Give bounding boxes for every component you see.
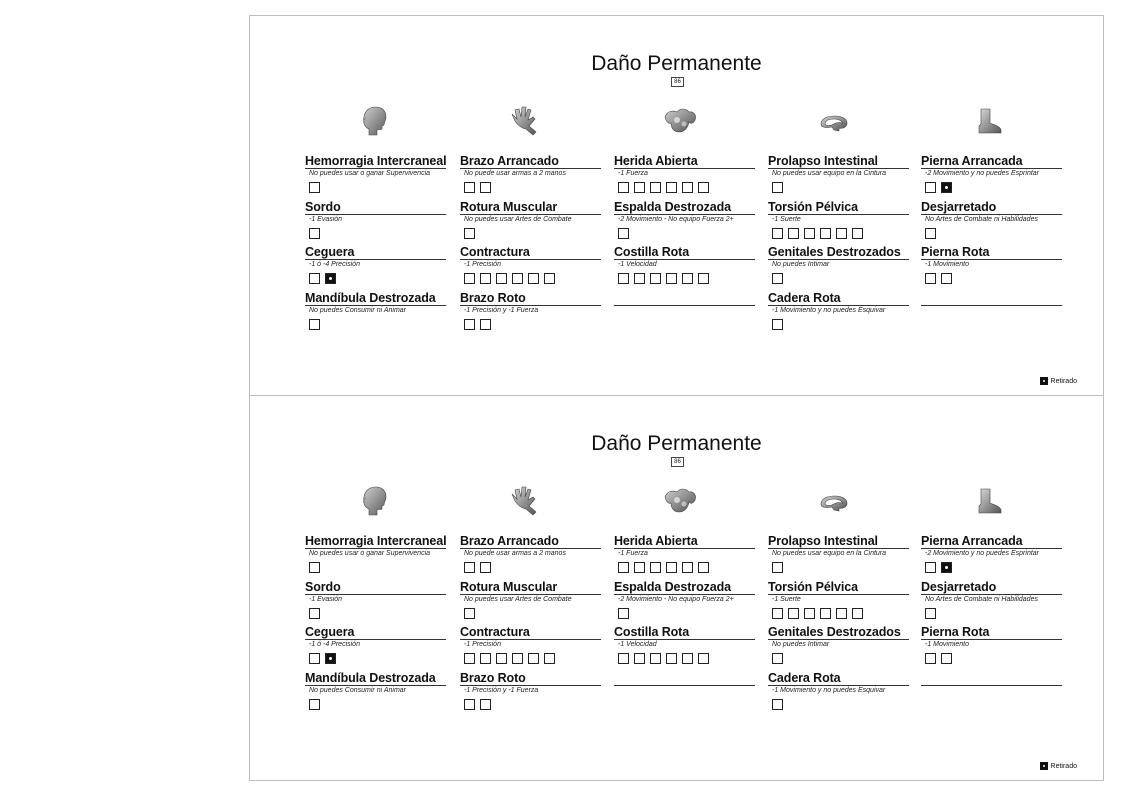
injury-name: Contractura xyxy=(460,245,601,260)
injury-effect: No Artes de Combate ni Habilidades xyxy=(925,595,1038,603)
checkbox[interactable] xyxy=(836,228,847,239)
injury-checkboxes xyxy=(921,228,1062,241)
injury-name: Brazo Arrancado xyxy=(460,154,601,169)
injury-checkboxes xyxy=(460,608,601,621)
injury-entry xyxy=(768,291,909,337)
injury-name: Ceguera xyxy=(305,245,446,260)
injury-entry xyxy=(768,154,909,200)
injury-checkboxes xyxy=(768,273,909,286)
sheet-title: Daño Permanente xyxy=(591,432,762,455)
checkbox[interactable] xyxy=(464,562,475,573)
injury-entry xyxy=(614,291,755,337)
checkbox[interactable] xyxy=(698,182,709,193)
injury-checkboxes xyxy=(921,319,1062,332)
injury-effect: -1 Fuerza xyxy=(618,170,648,177)
injury-entry xyxy=(460,671,601,717)
checkbox[interactable] xyxy=(772,273,783,284)
checked-box-legend-icon xyxy=(1040,762,1048,770)
checkbox[interactable] xyxy=(666,182,677,193)
injury-effect: -1 Evasión xyxy=(309,215,343,223)
checkbox[interactable] xyxy=(852,608,863,619)
checkbox[interactable] xyxy=(925,653,936,664)
injury-effect: No puedes Consumir ni Animar xyxy=(309,306,407,314)
injury-entry xyxy=(768,625,909,671)
waist-icon xyxy=(814,482,854,518)
injury-entry xyxy=(614,580,755,626)
injury-checkboxes xyxy=(768,699,909,712)
injury-effect: No puedes usar o ganar Supervivencia xyxy=(309,550,431,557)
injury-checkboxes xyxy=(614,653,755,666)
column-head xyxy=(305,154,446,336)
injury-name: Ceguera xyxy=(305,625,446,640)
torso-icon xyxy=(660,482,700,518)
column-legs xyxy=(921,534,1062,716)
checkbox[interactable] xyxy=(464,182,475,193)
checkbox[interactable] xyxy=(698,653,709,664)
injury-columns xyxy=(305,154,1085,344)
injury-columns xyxy=(305,534,1085,724)
injury-name: Sordo xyxy=(305,580,446,595)
injury-sheet xyxy=(249,395,1104,781)
injury-effect: -1 Movimiento y no puedes Esquivar xyxy=(772,306,886,314)
checkbox[interactable] xyxy=(309,182,320,193)
checkbox[interactable] xyxy=(480,653,491,664)
injury-checkboxes xyxy=(460,699,601,712)
checkbox[interactable] xyxy=(772,319,783,330)
checkbox[interactable] xyxy=(925,608,936,619)
column-body xyxy=(614,534,755,716)
checkbox[interactable] xyxy=(804,228,815,239)
column-head xyxy=(305,534,446,716)
checkbox[interactable] xyxy=(650,273,661,284)
injury-checkboxes xyxy=(921,273,1062,286)
body-location-icons xyxy=(305,102,1075,138)
checkbox[interactable] xyxy=(309,273,320,284)
checkbox[interactable] xyxy=(682,182,693,193)
injury-effect: No Artes de Combate ni Habilidades xyxy=(925,215,1038,223)
checkbox[interactable] xyxy=(309,228,320,239)
injury-entry xyxy=(614,534,755,580)
injury-sheet xyxy=(249,15,1104,396)
injury-checkboxes xyxy=(614,319,755,332)
injury-checkboxes xyxy=(921,182,1062,195)
injury-name xyxy=(921,671,1062,686)
injury-checkboxes xyxy=(921,653,1062,666)
checkbox[interactable] xyxy=(512,653,523,664)
checkbox[interactable] xyxy=(682,273,693,284)
checkbox[interactable] xyxy=(772,182,783,193)
injury-effect xyxy=(614,306,755,315)
injury-name: Hemorragia Intercraneal xyxy=(305,154,447,168)
injury-checkboxes xyxy=(460,562,601,575)
injury-entry xyxy=(921,154,1062,200)
head-icon xyxy=(353,482,393,518)
injury-effect: -1 Movimiento xyxy=(925,641,969,648)
injury-checkboxes xyxy=(460,228,601,241)
injury-entry xyxy=(305,625,446,671)
checkbox[interactable] xyxy=(772,699,783,710)
injury-name: Cadera Rota xyxy=(768,671,909,686)
checkbox[interactable] xyxy=(618,228,629,239)
injury-entry xyxy=(768,671,909,717)
injury-effect: -1 Precisión y -1 Fuerza xyxy=(464,306,539,314)
injury-effect: -1 Evasión xyxy=(309,595,343,603)
injury-effect: -1 ó -4 Precisión xyxy=(309,641,360,648)
checkbox[interactable] xyxy=(666,653,677,664)
legend xyxy=(1040,762,1077,770)
checkbox[interactable] xyxy=(682,562,693,573)
injury-name: Rotura Muscular xyxy=(460,580,601,595)
injury-checkboxes xyxy=(768,562,909,575)
checkbox[interactable] xyxy=(464,228,475,239)
injury-effect: -1 Precisión y -1 Fuerza xyxy=(464,686,539,694)
injury-effect: No puede usar armas a 2 manos xyxy=(464,170,566,177)
arm-icon xyxy=(506,482,546,518)
injury-checkboxes xyxy=(921,562,1062,575)
checkbox[interactable] xyxy=(480,319,491,330)
injury-entry xyxy=(921,625,1062,671)
injury-entry xyxy=(614,625,755,671)
injury-checkboxes xyxy=(460,182,601,195)
checkbox[interactable] xyxy=(496,653,507,664)
injury-effect: -1 ó -4 Precisión xyxy=(309,261,360,268)
injury-checkboxes xyxy=(305,228,446,241)
injury-name: Hemorragia Intercraneal xyxy=(305,534,447,548)
checkbox[interactable] xyxy=(634,653,645,664)
leg-icon xyxy=(967,482,1007,518)
injury-name xyxy=(614,291,755,306)
injury-name: Costilla Rota xyxy=(614,245,755,260)
injury-effect: -1 Fuerza xyxy=(618,550,648,557)
checkbox[interactable] xyxy=(464,608,475,619)
checkbox[interactable] xyxy=(309,562,320,573)
injury-name: Torsión Pélvica xyxy=(768,200,909,215)
injury-entry xyxy=(305,291,446,337)
injury-checkboxes xyxy=(305,273,446,286)
head-icon xyxy=(353,102,393,138)
injury-name: Contractura xyxy=(460,625,601,640)
injury-effect: -2 Movimiento y no puedes Esprintar xyxy=(925,170,1039,177)
checkbox[interactable] xyxy=(698,562,709,573)
injury-checkboxes xyxy=(768,182,909,195)
checkbox[interactable] xyxy=(464,273,475,284)
injury-effect: -2 Movimiento y no puedes Esprintar xyxy=(925,550,1039,557)
injury-entry xyxy=(305,534,446,580)
waist-icon xyxy=(814,102,854,138)
checkbox[interactable] xyxy=(650,562,661,573)
checkbox[interactable] xyxy=(650,182,661,193)
injury-effect: No puedes usar o ganar Supervivencia xyxy=(309,170,431,177)
checkbox[interactable] xyxy=(772,653,783,664)
injury-effect: -1 Suerte xyxy=(772,215,801,223)
injury-entry xyxy=(460,291,601,337)
checkbox[interactable] xyxy=(788,608,799,619)
checkbox[interactable] xyxy=(618,182,629,193)
injury-entry xyxy=(921,671,1062,717)
checked-checkbox[interactable] xyxy=(325,653,336,664)
injury-entry xyxy=(460,245,601,291)
legend-label: Retirado xyxy=(1050,762,1077,770)
injury-entry xyxy=(921,291,1062,337)
checkbox[interactable] xyxy=(820,608,831,619)
checked-box-legend-icon xyxy=(1040,377,1048,385)
injury-checkboxes xyxy=(305,699,446,712)
injury-name: Genitales Destrozados xyxy=(768,625,909,640)
checkbox[interactable] xyxy=(634,182,645,193)
checkbox[interactable] xyxy=(480,699,491,710)
injury-checkboxes xyxy=(921,699,1062,712)
injury-checkboxes xyxy=(614,273,755,286)
checkbox[interactable] xyxy=(309,319,320,330)
column-arms xyxy=(460,154,601,336)
injury-name: Herida Abierta xyxy=(614,534,755,549)
injury-checkboxes xyxy=(305,562,446,575)
injury-checkboxes xyxy=(460,653,601,666)
injury-entry xyxy=(614,200,755,246)
leg-icon xyxy=(967,102,1007,138)
injury-checkboxes xyxy=(614,228,755,241)
column-arms xyxy=(460,534,601,716)
checkbox[interactable] xyxy=(528,653,539,664)
checkbox[interactable] xyxy=(618,653,629,664)
checkbox[interactable] xyxy=(852,228,863,239)
injury-name: Desjarretado xyxy=(921,580,1062,595)
injury-entry xyxy=(768,200,909,246)
injury-entry xyxy=(921,245,1062,291)
injury-checkboxes xyxy=(768,228,909,241)
injury-name xyxy=(921,291,1062,306)
checkbox[interactable] xyxy=(666,562,677,573)
injury-checkboxes xyxy=(768,608,909,621)
injury-effect: No puede usar armas a 2 manos xyxy=(464,550,566,557)
injury-checkboxes xyxy=(768,319,909,332)
injury-name: Pierna Rota xyxy=(921,625,1062,640)
injury-effect: -1 Velocidad xyxy=(618,261,657,268)
injury-entry xyxy=(614,154,755,200)
injury-entry xyxy=(305,154,446,200)
injury-entry xyxy=(768,580,909,626)
injury-effect xyxy=(614,686,755,695)
injury-name: Desjarretado xyxy=(921,200,1062,215)
checkbox[interactable] xyxy=(309,608,320,619)
checkbox[interactable] xyxy=(528,273,539,284)
injury-checkboxes xyxy=(305,608,446,621)
legend xyxy=(1040,377,1077,385)
checked-checkbox[interactable] xyxy=(325,273,336,284)
arm-icon xyxy=(506,102,546,138)
injury-name: Sordo xyxy=(305,200,446,215)
injury-entry xyxy=(460,534,601,580)
injury-effect: No puedes usar equipo en la Cintura xyxy=(772,550,887,557)
injury-effect: No puedes Intimar xyxy=(772,261,830,268)
checkbox[interactable] xyxy=(820,228,831,239)
injury-name: Prolapso Intestinal xyxy=(768,534,909,549)
checkbox[interactable] xyxy=(464,319,475,330)
injury-checkboxes xyxy=(305,653,446,666)
injury-entry xyxy=(460,625,601,671)
injury-effect: No puedes Intimar xyxy=(772,641,830,648)
checkbox[interactable] xyxy=(544,653,555,664)
legend-label: Retirado xyxy=(1050,377,1077,385)
checkbox[interactable] xyxy=(634,273,645,284)
injury-entry xyxy=(305,580,446,626)
injury-name: Cadera Rota xyxy=(768,291,909,306)
checkbox[interactable] xyxy=(698,273,709,284)
injury-checkboxes xyxy=(614,562,755,575)
injury-name: Rotura Muscular xyxy=(460,200,601,215)
injury-effect: No puedes usar Artes de Combate xyxy=(464,215,572,223)
checkbox[interactable] xyxy=(618,562,629,573)
injury-checkboxes xyxy=(614,608,755,621)
injury-effect: No puedes usar Artes de Combate xyxy=(464,595,572,603)
injury-effect: -2 Movimiento - No equipo Fuerza 2+ xyxy=(618,215,734,223)
checkbox[interactable] xyxy=(464,653,475,664)
injury-checkboxes xyxy=(921,608,1062,621)
injury-name: Prolapso Intestinal xyxy=(768,154,909,169)
injury-entry xyxy=(768,534,909,580)
injury-name xyxy=(614,671,755,686)
injury-effect: No puedes Consumir ni Animar xyxy=(309,686,407,694)
checkbox[interactable] xyxy=(925,562,936,573)
injury-entry xyxy=(614,671,755,717)
sheet-title: Daño Permanente xyxy=(591,52,762,75)
checkbox[interactable] xyxy=(772,228,783,239)
injury-effect: -1 Velocidad xyxy=(618,641,657,648)
checkbox[interactable] xyxy=(650,653,661,664)
injury-entry xyxy=(921,200,1062,246)
injury-name: Genitales Destrozados xyxy=(768,245,909,260)
column-waist xyxy=(768,154,909,336)
injury-entry xyxy=(768,245,909,291)
checkbox[interactable] xyxy=(941,273,952,284)
checkbox[interactable] xyxy=(925,273,936,284)
injury-checkboxes xyxy=(460,273,601,286)
injury-name: Torsión Pélvica xyxy=(768,580,909,595)
injury-checkboxes xyxy=(768,653,909,666)
injury-checkboxes xyxy=(460,319,601,332)
injury-checkboxes xyxy=(614,699,755,712)
page-reference-badge: 86 xyxy=(671,457,684,467)
injury-effect: -1 Suerte xyxy=(772,595,801,603)
injury-effect: -1 Precisión xyxy=(464,641,501,648)
injury-entry xyxy=(305,245,446,291)
column-legs xyxy=(921,154,1062,336)
checkbox[interactable] xyxy=(496,273,507,284)
body-location-icons xyxy=(305,482,1075,518)
injury-name: Pierna Rota xyxy=(921,245,1062,260)
torso-icon xyxy=(660,102,700,138)
checkbox[interactable] xyxy=(544,273,555,284)
injury-checkboxes xyxy=(305,319,446,332)
injury-entry xyxy=(921,580,1062,626)
injury-effect: -1 Precisión xyxy=(464,261,501,268)
injury-name: Brazo Roto xyxy=(460,291,601,306)
injury-checkboxes xyxy=(305,182,446,195)
checkbox[interactable] xyxy=(512,273,523,284)
checkbox[interactable] xyxy=(618,608,629,619)
injury-entry xyxy=(460,200,601,246)
injury-checkboxes xyxy=(614,182,755,195)
checkbox[interactable] xyxy=(682,653,693,664)
checkbox[interactable] xyxy=(480,562,491,573)
checkbox[interactable] xyxy=(925,182,936,193)
injury-name: Brazo Roto xyxy=(460,671,601,686)
column-waist xyxy=(768,534,909,716)
injury-name: Espalda Destrozada xyxy=(614,200,755,215)
checkbox[interactable] xyxy=(925,228,936,239)
injury-name: Herida Abierta xyxy=(614,154,755,169)
injury-name: Brazo Arrancado xyxy=(460,534,601,549)
checkbox[interactable] xyxy=(772,562,783,573)
checkbox[interactable] xyxy=(634,562,645,573)
injury-name: Mandíbula Destrozada xyxy=(305,291,446,306)
checkbox[interactable] xyxy=(464,699,475,710)
checked-checkbox[interactable] xyxy=(941,182,952,193)
injury-effect xyxy=(921,306,1062,315)
injury-entry xyxy=(305,200,446,246)
injury-name: Pierna Arrancada xyxy=(921,534,1062,549)
checkbox[interactable] xyxy=(788,228,799,239)
injury-effect: -1 Movimiento y no puedes Esquivar xyxy=(772,686,886,694)
injury-entry xyxy=(614,245,755,291)
injury-name: Costilla Rota xyxy=(614,625,755,640)
injury-entry xyxy=(305,671,446,717)
injury-entry xyxy=(921,534,1062,580)
checkbox[interactable] xyxy=(804,608,815,619)
injury-entry xyxy=(460,580,601,626)
injury-effect: -2 Movimiento - No equipo Fuerza 2+ xyxy=(618,595,734,603)
injury-name: Espalda Destrozada xyxy=(614,580,755,595)
checkbox[interactable] xyxy=(480,273,491,284)
injury-effect: No puedes usar equipo en la Cintura xyxy=(772,170,887,177)
checkbox[interactable] xyxy=(941,653,952,664)
injury-effect xyxy=(921,686,1062,695)
checkbox[interactable] xyxy=(772,608,783,619)
page-reference-badge: 86 xyxy=(671,77,684,87)
checkbox[interactable] xyxy=(836,608,847,619)
injury-effect: -1 Movimiento xyxy=(925,261,969,268)
checked-checkbox[interactable] xyxy=(941,562,952,573)
injury-entry xyxy=(460,154,601,200)
checkbox[interactable] xyxy=(666,273,677,284)
checkbox[interactable] xyxy=(309,699,320,710)
injury-name: Mandíbula Destrozada xyxy=(305,671,446,686)
injury-name: Pierna Arrancada xyxy=(921,154,1062,169)
checkbox[interactable] xyxy=(309,653,320,664)
checkbox[interactable] xyxy=(618,273,629,284)
column-body xyxy=(614,154,755,336)
checkbox[interactable] xyxy=(480,182,491,193)
